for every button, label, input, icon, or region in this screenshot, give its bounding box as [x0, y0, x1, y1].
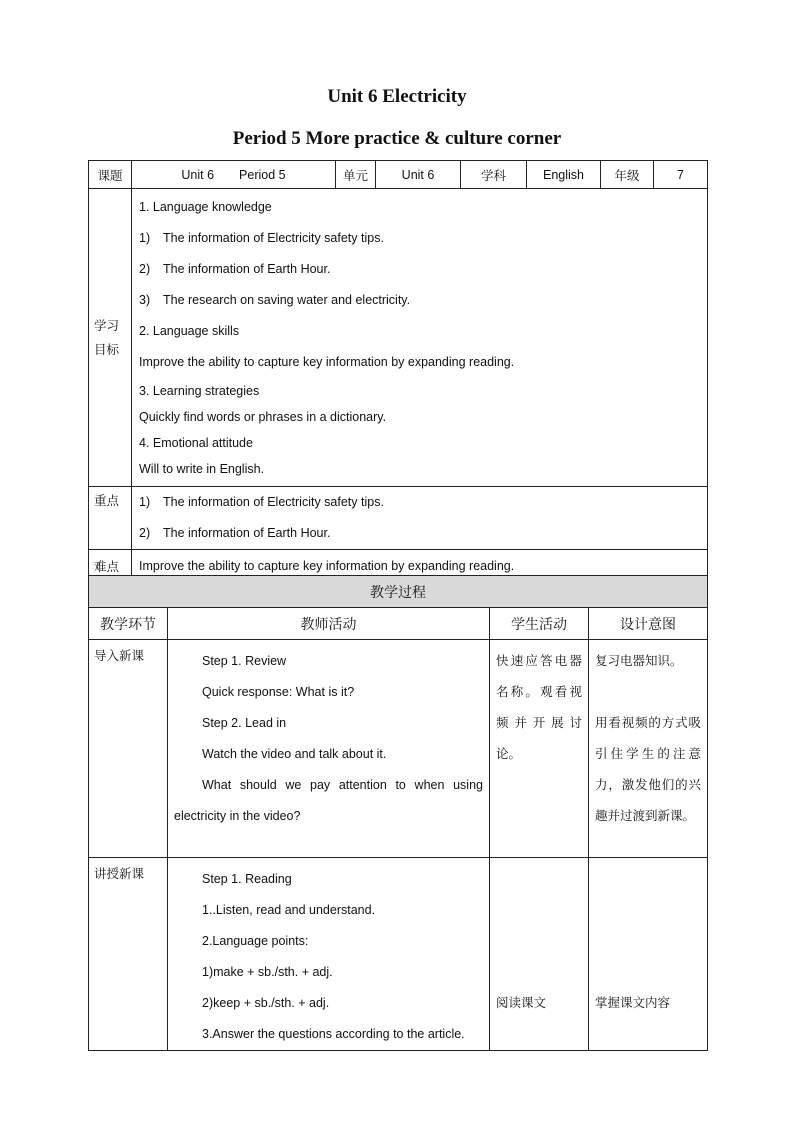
- objectives-label: 学习 目标: [89, 189, 132, 487]
- objectives-content: [132, 189, 708, 487]
- teacher-line: 2)keep + sb./sth. + adj.: [202, 996, 330, 1010]
- subject-value: English: [527, 161, 601, 189]
- topic-label: 课题: [89, 161, 132, 189]
- teacher-activity-new-lesson: [168, 858, 490, 1051]
- topic-unit: Unit 6: [181, 167, 215, 182]
- teacher-line: What should we pay attention to when using: [202, 778, 483, 792]
- page-title: Unit 6 Electricity: [327, 86, 467, 107]
- header-design: 设计意图: [589, 608, 708, 640]
- process-band: [89, 576, 708, 608]
- design-intent-new-lesson: [589, 858, 708, 1051]
- process-column-headers: [89, 608, 708, 640]
- header-stage: 教学环节: [89, 608, 168, 640]
- difficulty-label: 难点: [89, 550, 132, 582]
- header-student: 学生活动: [490, 608, 589, 640]
- teacher-line: Quick response: What is it?: [202, 685, 355, 699]
- student-activity-intro: [490, 640, 589, 858]
- stage-intro: 导入新课: [89, 640, 168, 858]
- teacher-line: 3.Answer the questions according to the article.: [202, 1027, 465, 1041]
- subject-label: 学科: [461, 161, 527, 189]
- objective-text: Improve the ability to capture key information by expanding reading.: [139, 355, 515, 369]
- key-points-content: [132, 487, 708, 550]
- process-row-intro: [89, 640, 708, 858]
- teacher-line: electricity in the video?: [174, 809, 301, 823]
- stage-new-lesson: 讲授新课: [89, 858, 168, 1051]
- objective-item: 1) The information of Electricity safety tips.: [139, 231, 384, 245]
- objective-item: 3) The research on saving water and electricity.: [139, 293, 411, 307]
- teacher-line: 2.Language points:: [202, 934, 309, 948]
- topic-value: [132, 161, 336, 189]
- teacher-line: Step 1. Review: [202, 654, 287, 668]
- teaching-process-table: [88, 575, 708, 1051]
- key-points-label: 重点: [89, 487, 132, 550]
- lesson-info-table: [88, 160, 708, 582]
- design-intent-intro: [589, 640, 708, 858]
- unit-value: Unit 6: [376, 161, 461, 189]
- student-text: 阅读课文: [496, 996, 547, 1010]
- student-text: 快速应答电器名称。观看视频并开展讨论。: [496, 654, 582, 761]
- info-row-header: [89, 161, 708, 189]
- objective-heading: 1. Language knowledge: [139, 200, 272, 214]
- design-text: 掌握课文内容: [595, 996, 671, 1010]
- process-row-new-lesson: [89, 858, 708, 1051]
- objectives-row: [89, 189, 708, 487]
- objective-heading: 4. Emotional attitude: [139, 436, 253, 450]
- header-teacher: 教师活动: [168, 608, 490, 640]
- difficulty-text: Improve the ability to capture key information by expanding reading.: [132, 550, 708, 582]
- teacher-line: Step 2. Lead in: [202, 716, 287, 730]
- teacher-line: Step 1. Reading: [202, 872, 292, 886]
- key-point-item: 2) The information of Earth Hour.: [139, 526, 331, 540]
- topic-period: Period 5: [239, 167, 286, 182]
- teacher-line: 1)make + sb./sth. + adj.: [202, 965, 333, 979]
- unit-label: 单元: [336, 161, 376, 189]
- key-point-item: 1) The information of Electricity safety tips.: [139, 495, 384, 509]
- key-points-row: [89, 487, 708, 550]
- process-band-title: 教学过程: [89, 576, 708, 608]
- student-activity-new-lesson: [490, 858, 589, 1051]
- grade-value: 7: [654, 161, 708, 189]
- design-text: 用看视频的方式吸引住学生的注意力，激发他们的兴趣并过渡到新课。: [595, 716, 701, 823]
- teacher-activity-intro: [168, 640, 490, 858]
- design-text: 复习电器知识。: [595, 654, 683, 668]
- grade-label: 年级: [601, 161, 654, 189]
- teacher-line: Watch the video and talk about it.: [202, 747, 387, 761]
- teacher-line: 1..Listen, read and understand.: [202, 903, 376, 917]
- objective-heading: 2. Language skills: [139, 324, 240, 338]
- objective-text: Quickly find words or phrases in a dictionary.: [139, 410, 387, 424]
- objective-heading: 3. Learning strategies: [139, 384, 260, 398]
- objective-item: 2) The information of Earth Hour.: [139, 262, 331, 276]
- objective-text: Will to write in English.: [139, 462, 265, 476]
- page-subtitle: Period 5 More practice & culture corner: [232, 128, 562, 149]
